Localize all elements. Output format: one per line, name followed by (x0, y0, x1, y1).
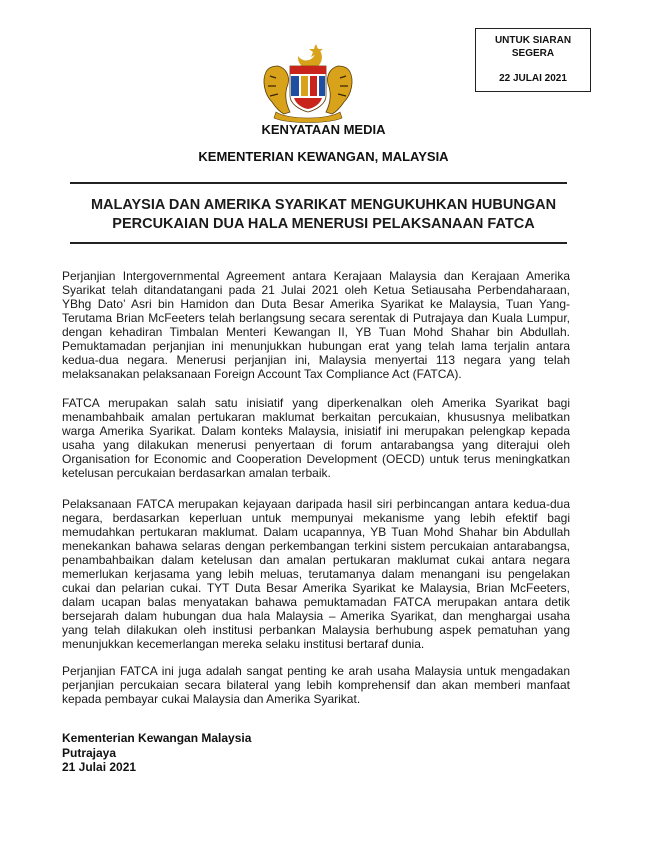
signoff-date: 21 Julai 2021 (62, 760, 137, 774)
signoff-block (62, 731, 251, 775)
signoff-place: Putrajaya (62, 745, 117, 760)
headline-bottom-rule (70, 242, 567, 244)
headline-line-1: MALAYSIA DAN AMERIKA SYARIKAT MENGUKUHKAN HUBUNGAN (90, 197, 557, 213)
headline-top-rule (70, 182, 567, 184)
release-date: 22 JULAI 2021 (499, 73, 567, 84)
body-paragraph: Perjanjian FATCA ini juga adalah sangat penting ke arah usaha Malaysia untuk mengadakan perjanjian percukaian secara bilateral yang lebih komprehensif dan akan memberi manfaat kepada pembayar cukai Malaysia dan Amerika Syarikat. (62, 664, 570, 706)
body-paragraph: Pelaksanaan FATCA merupakan kejayaan daripada hasil siri perbincangan antara kedua-dua negara, berdasarkan keperluan untuk mempunyai mekanisme yang lebih efektif bagi memudahkan pertukaran maklumat. Dalam ucapannya, YB Tuan Mohd Shahar bin Abdullah menekankan bahawa selaras dengan perkembangan terkini sistem percukaian antarabangsa, penambahbaikan dalam ketelusan dan amalan pertukaran maklumat cukai antara negara memerlukan kerjasama yang lebih meluas, terutamanya dalam menangani isu pengelakan cukai dan pelarian cukai. TYT Duta Besar Amerika Syarikat ke Malaysia, Brian McFeeters, dalam ucapan balas menyatakan bahawa pemuktamadan FATCA merupakan antara detik bersejarah dalam hubungan dua hala Malaysia – Amerika Syarikat, dan menghargai usaha yang telah dilakukan oleh institusi perbankan Malaysia berhubung aspek pematuhan yang menunjukkan kecemerlangan mereka selaku institusi bertaraf dunia. (62, 497, 570, 651)
body-paragraph: FATCA merupakan salah satu inisiatif yang diperkenalkan oleh Amerika Syarikat bagi menambahbaik amalan pertukaran maklumat berkaitan percukaian, khususnya melibatkan warga Amerika Syarikat. Dalam konteks Malaysia, inisiatif ini merupakan pelengkap kepada usaha yang dilakukan menerusi penyertaan di forum antarabangsa yang diterajui oleh Organisation for Economic and Cooperation Development (OECD) untuk terus meningkatkan ketelusan percukaian berdasarkan amalan terbaik. (62, 396, 570, 480)
release-line-1: UNTUK SIARAN (494, 35, 572, 46)
release-status-box (475, 28, 591, 92)
headline-line-2: PERCUKAIAN DUA HALA MENERUSI PELAKSANAAN FATCA (112, 216, 535, 232)
ministry-name: KEMENTERIAN KEWANGAN, MALAYSIA (198, 149, 449, 164)
body-paragraph: Perjanjian Intergovernmental Agreement antara Kerajaan Malaysia dan Kerajaan Amerika Syarikat telah ditandatangani pada 21 Julai 2021 oleh Ketua Setiausaha Perbendaharaan, YBhg Dato’ Asri bin Hamidon dan Duta Besar Amerika Syarikat ke Malaysia, Tuan Yang-Terutama Brian McFeeters telah berlangsung secara serentak di Putrajaya dan Kuala Lumpur, dengan kehadiran Timbalan Menteri Kewangan II, YB Tuan Mohd Shahar bin Abdullah. Pemuktamadan perjanjian ini menunjukkan hubungan erat yang telah lama terjalin antara kedua-dua negara. Menerusi perjanjian ini, Malaysia menyertai 113 negara yang telah melaksanakan pelaksanaan Foreign Account Tax Compliance Act (FATCA). (62, 269, 570, 381)
headline (0, 196, 647, 234)
signoff-issuer: Kementerian Kewangan Malaysia (62, 731, 252, 745)
release-line-2: SEGERA (511, 48, 555, 59)
coat-of-arms-emblem (258, 42, 358, 124)
statement-type: KENYATAAN MEDIA (261, 122, 386, 137)
